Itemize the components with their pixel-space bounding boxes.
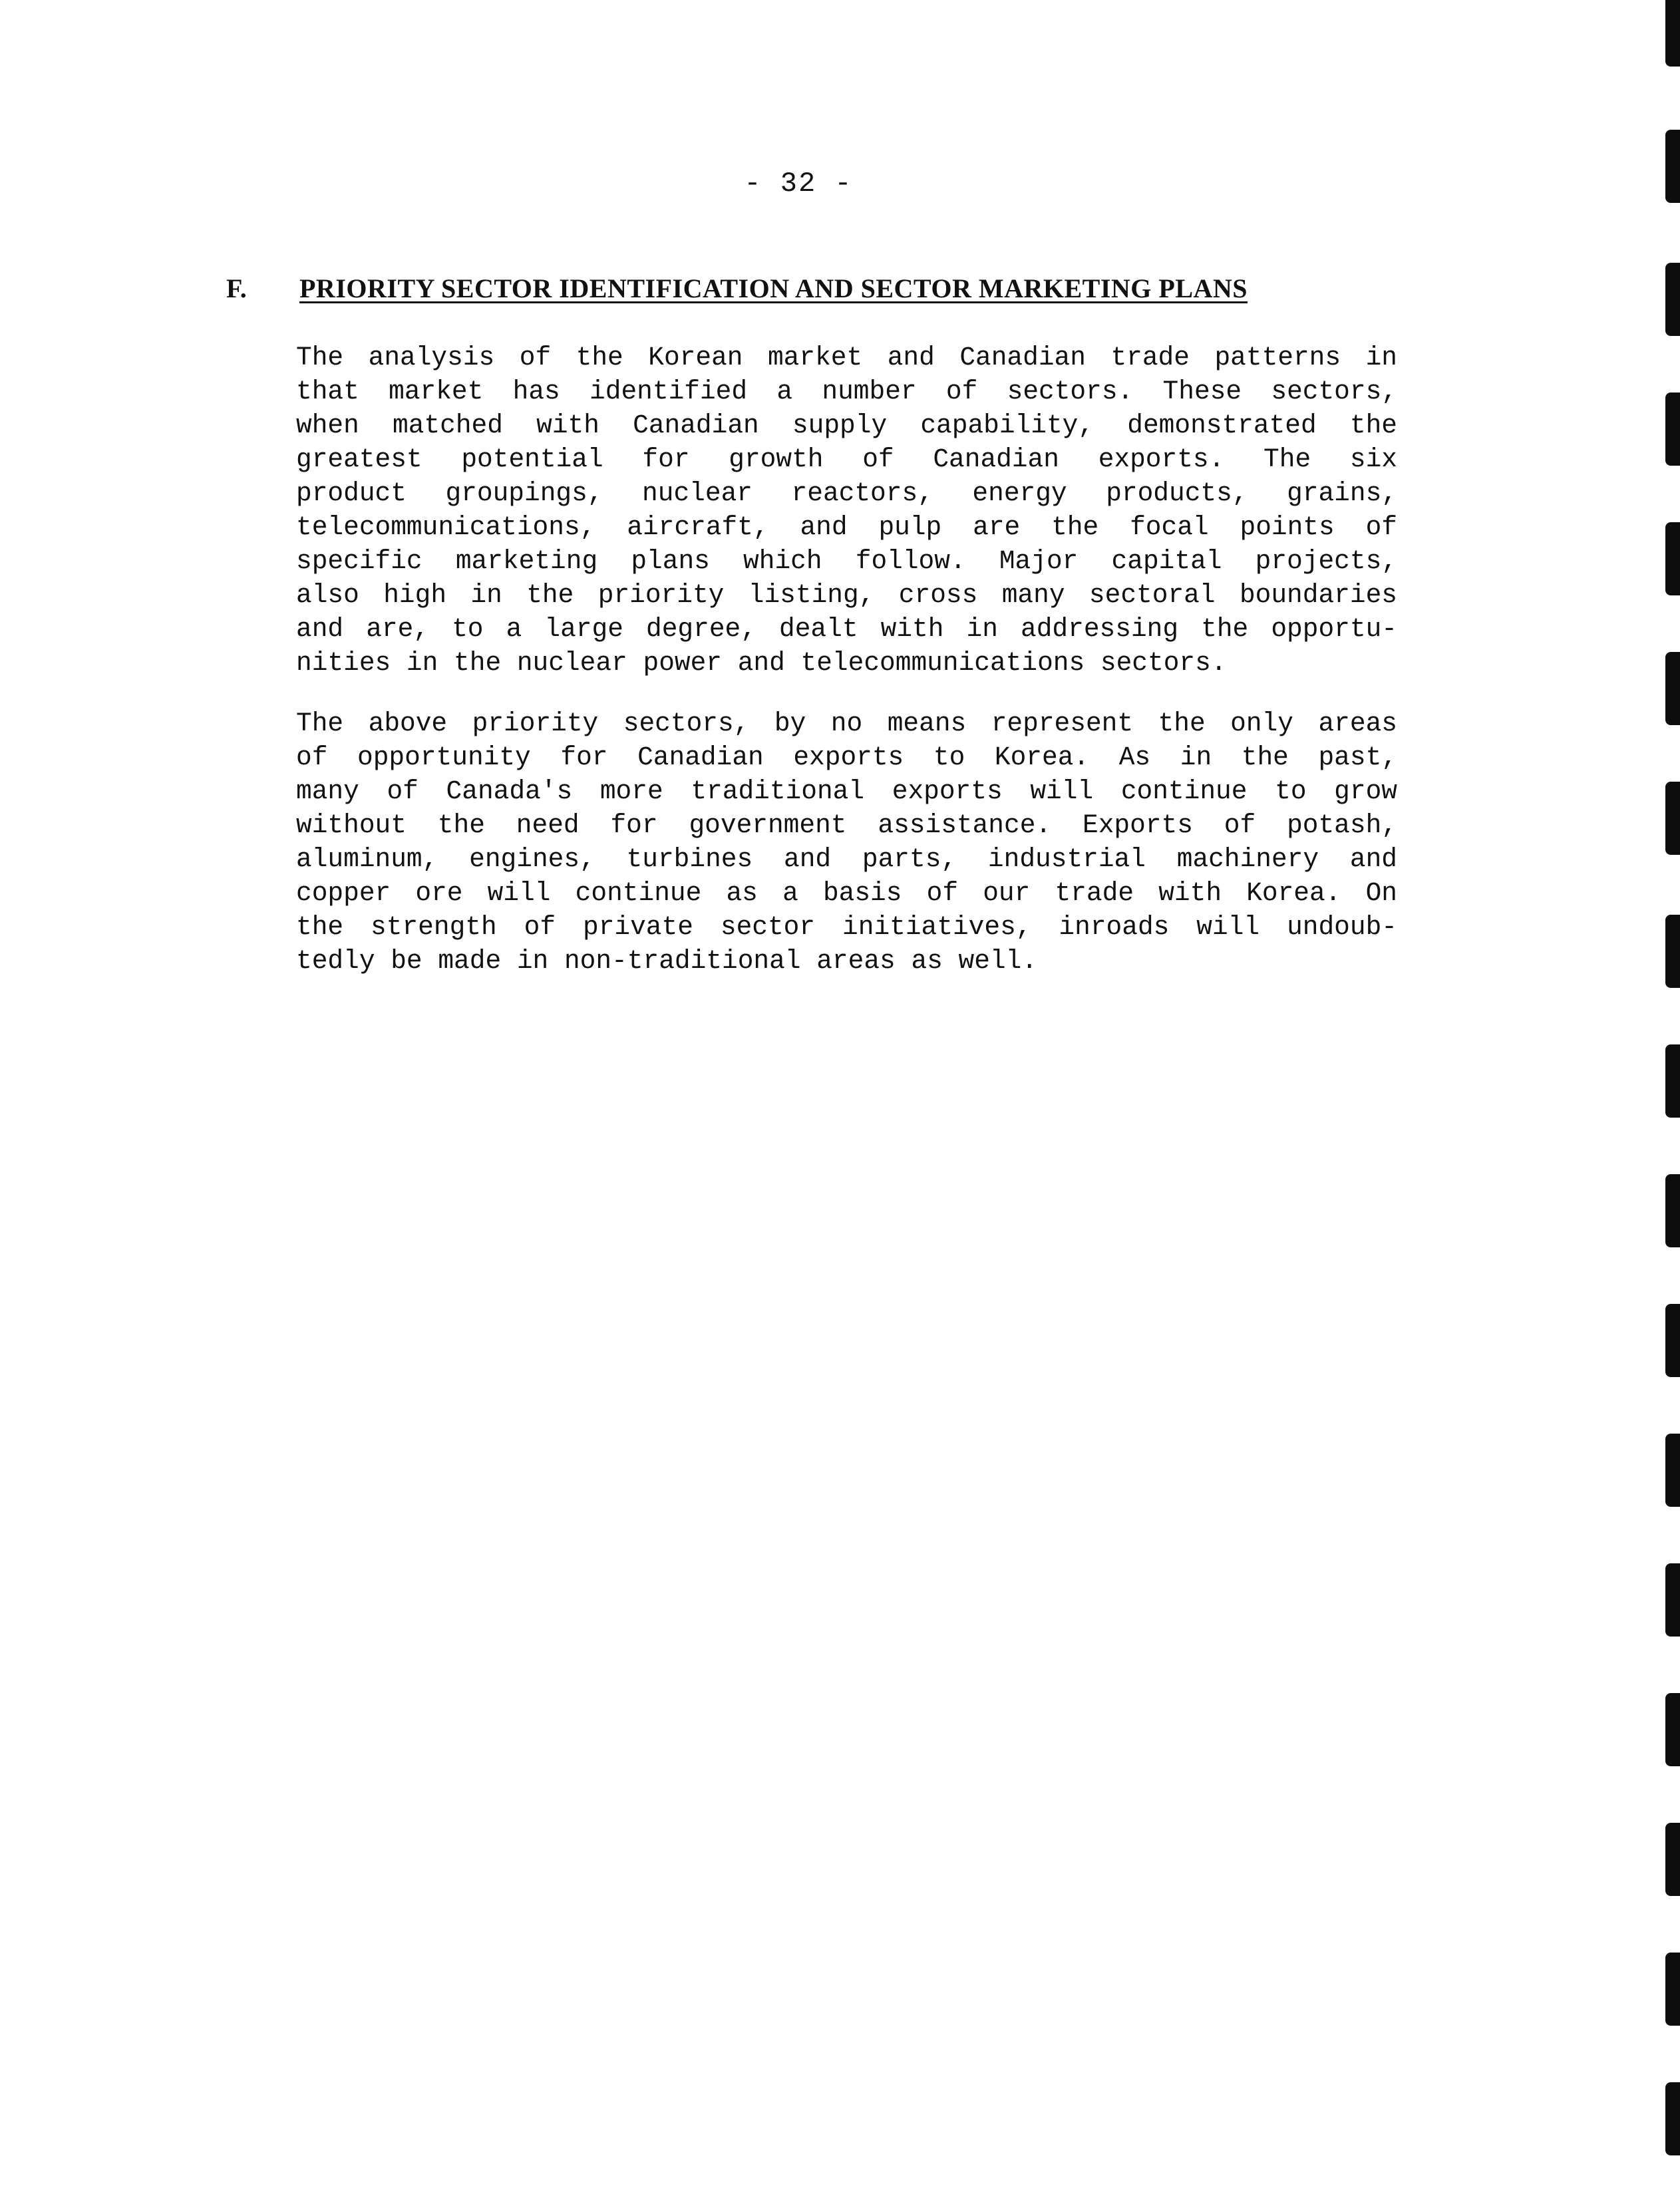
binding-hole-mark <box>1665 0 1680 67</box>
paragraph-other-opportunities <box>296 706 1397 978</box>
binding-hole-mark <box>1665 1823 1680 1896</box>
binding-hole-mark <box>1665 652 1680 725</box>
section-heading <box>226 273 1248 304</box>
text-line: of opportunity for Canadian exports to Korea. As in the past, <box>296 742 1397 772</box>
binding-hole-mark <box>1665 263 1680 336</box>
text-line: telecommunications, aircraft, and pulp are the focal points of <box>296 512 1397 542</box>
text-line: and are, to a large degree, dealt with in addressing the opportu- <box>296 614 1397 644</box>
binding-hole-mark <box>1665 1304 1680 1377</box>
text-line: nities in the nuclear power and telecommunications sectors. <box>296 648 1227 678</box>
page-number: - 32 - <box>744 168 853 200</box>
text-line: without the need for government assistance. Exports of potash, <box>296 810 1397 840</box>
binding-hole-mark <box>1665 1563 1680 1637</box>
binding-hole-mark <box>1665 1693 1680 1766</box>
binding-hole-mark <box>1665 1174 1680 1247</box>
binding-hole-mark <box>1665 1044 1680 1118</box>
text-line: The analysis of the Korean market and Canadian trade patterns in <box>296 343 1397 373</box>
text-line: also high in the priority listing, cross many sectoral boundaries <box>296 580 1397 610</box>
text-line: many of Canada's more traditional exports will continue to grow <box>296 776 1397 806</box>
paragraph-priority-sectors <box>296 341 1397 680</box>
binding-hole-mark <box>1665 915 1680 988</box>
text-line: product groupings, nuclear reactors, energy products, grains, <box>296 478 1397 508</box>
binding-hole-mark <box>1665 130 1680 203</box>
text-line: that market has identified a number of sectors. These sectors, <box>296 377 1397 406</box>
text-line: greatest potential for growth of Canadian exports. The six <box>296 444 1397 474</box>
section-title: PRIORITY SECTOR IDENTIFICATION AND SECTOR MARKETING PLANS <box>299 273 1248 303</box>
binding-hole-mark <box>1665 2082 1680 2155</box>
binding-hole-mark <box>1665 392 1680 466</box>
binding-hole-mark <box>1665 782 1680 855</box>
binding-hole-mark <box>1665 522 1680 595</box>
text-line: the strength of private sector initiatives, inroads will undoub- <box>296 912 1397 942</box>
text-line: tedly be made in non-traditional areas as well. <box>296 946 1038 976</box>
binding-edge <box>1660 0 1680 2198</box>
binding-hole-mark <box>1665 1953 1680 2026</box>
text-line: aluminum, engines, turbines and parts, industrial machinery and <box>296 844 1397 874</box>
text-line: specific marketing plans which follow. Major capital projects, <box>296 546 1397 576</box>
binding-hole-mark <box>1665 1434 1680 1507</box>
text-line: when matched with Canadian supply capability, demonstrated the <box>296 410 1397 440</box>
section-letter: F. <box>226 273 247 303</box>
text-line: copper ore will continue as a basis of our trade with Korea. On <box>296 878 1397 908</box>
text-line: The above priority sectors, by no means represent the only areas <box>296 708 1397 738</box>
